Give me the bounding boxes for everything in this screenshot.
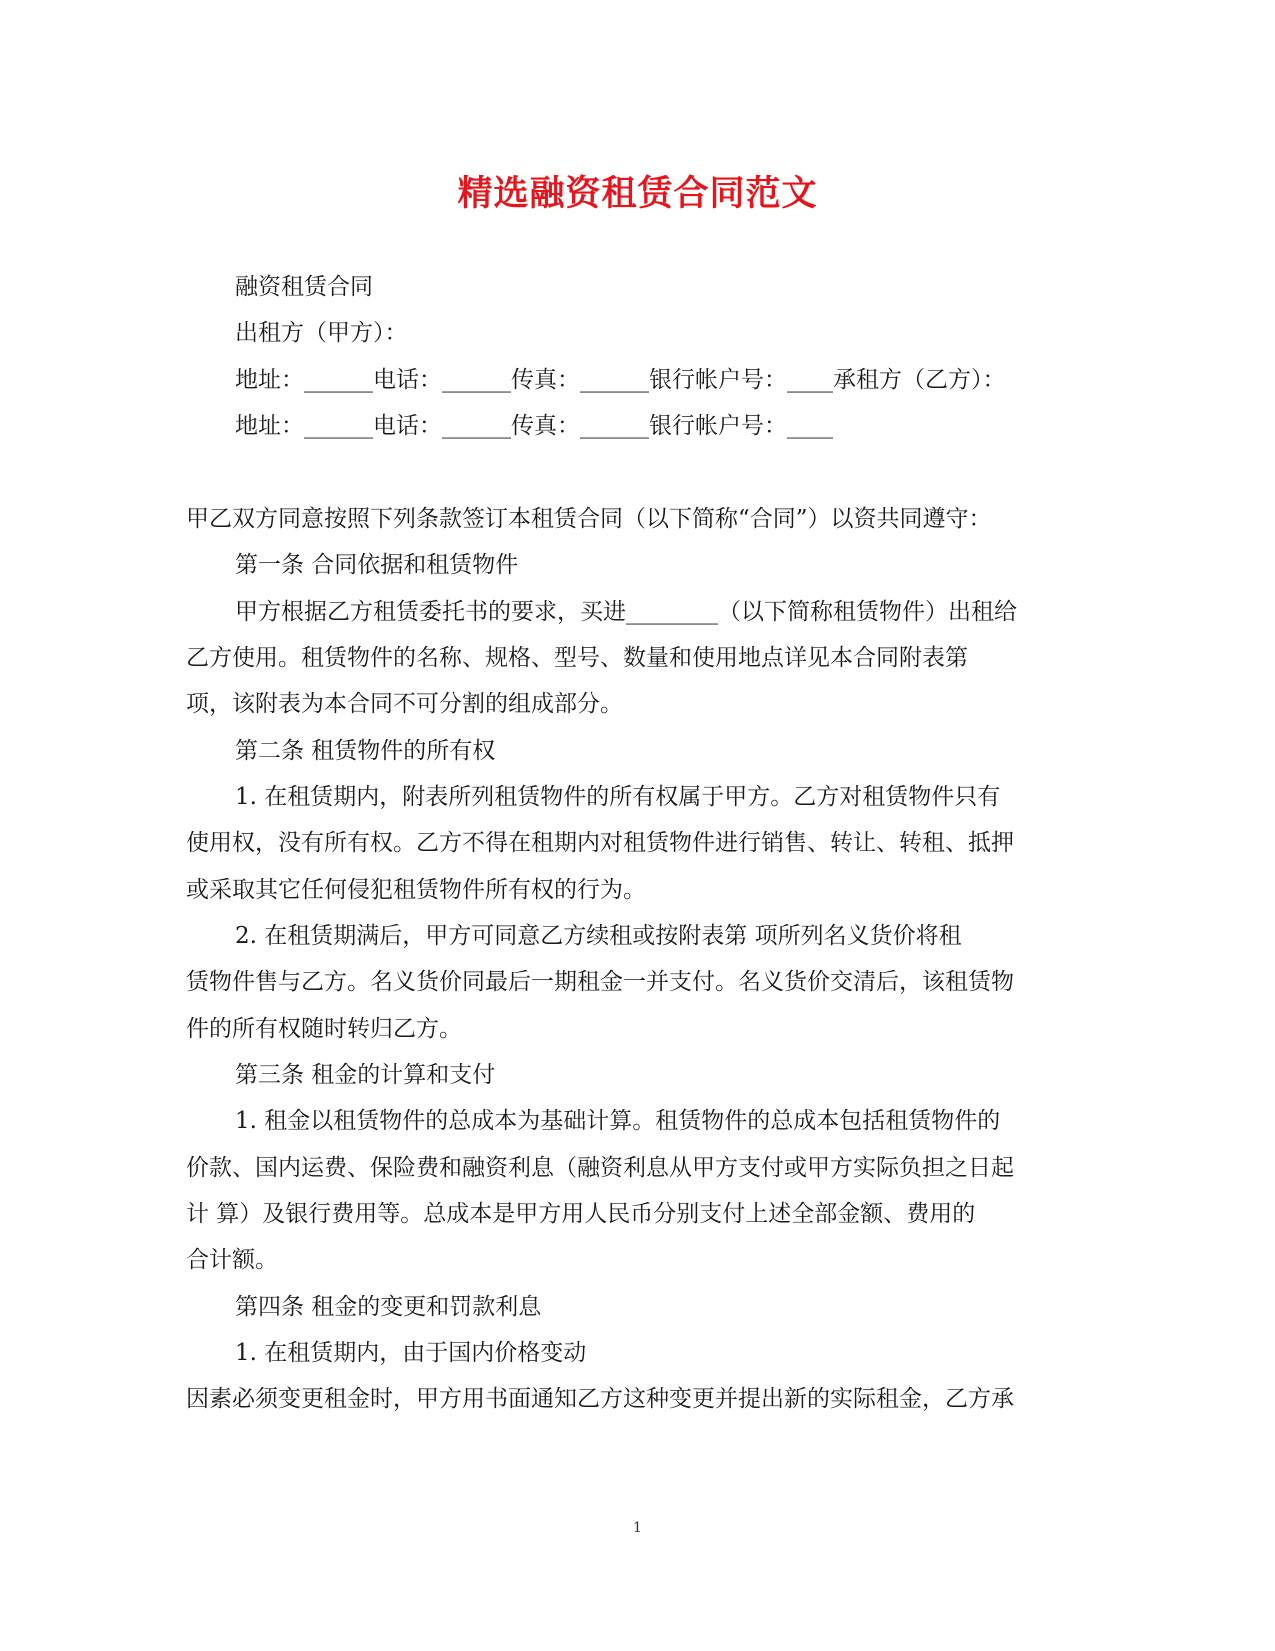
paragraph-line: 因素必须变更租金时，甲方用书面通知乙方这种变更并提出新的实际租金，乙方承 [186, 1386, 1014, 1412]
paragraph-line: 赁物件售与乙方。名义货价同最后一期租金一并支付。名义货价交清后，该租赁物 [186, 969, 1014, 995]
paragraph-line: 合计额。 [186, 1247, 278, 1273]
article-3-heading: 第三条 租金的计算和支付 [235, 1062, 496, 1088]
article-4-heading: 第四条 租金的变更和罚款利息 [235, 1294, 542, 1320]
paragraph-line: 价款、国内运费、保险费和融资利息（融资利息从甲方支付或甲方实际负担之日起 [186, 1155, 1014, 1181]
paragraph-line: 乙方使用。租赁物件的名称、规格、型号、数量和使用地点详见本合同附表第 [186, 645, 968, 671]
paragraph-line: 或采取其它任何侵犯租赁物件所有权的行为。 [186, 877, 646, 903]
document-title: 精选融资租赁合同范文 [457, 173, 818, 214]
article-1-heading: 第一条 合同依据和租赁物件 [235, 552, 519, 578]
paragraph-line: 甲方根据乙方租赁委托书的要求，买进________（以下简称租赁物件）出租给 [235, 599, 1017, 625]
lessor-line: 出租方（甲方）： [235, 320, 408, 346]
article-2-heading: 第二条 租赁物件的所有权 [235, 738, 496, 764]
paragraph-line: 计 算）及银行费用等。总成本是甲方用人民币分别支付上述全部金额、费用的 [186, 1201, 976, 1227]
contract-heading: 融资租赁合同 [235, 274, 373, 300]
paragraph-line: 1. 在租赁期内，由于国内价格变动 [235, 1340, 587, 1366]
paragraph-line: 使用权，没有所有权。乙方不得在租期内对租赁物件进行销售、转让、转租、抵押 [186, 830, 1014, 856]
page-number: 1 [633, 1520, 642, 1536]
paragraph-line: 项，该附表为本合同不可分割的组成部分。 [186, 691, 623, 717]
paragraph-line: 2. 在租赁期满后，甲方可同意乙方续租或按附表第 项所列名义货价将租 [235, 923, 962, 949]
lessee-contact-line: 地址：______电话：______传真：______银行帐户号：____ [235, 413, 833, 439]
preamble-paragraph: 甲乙双方同意按照下列条款签订本租赁合同（以下简称“合同”）以资共同遵守： [186, 506, 992, 532]
paragraph-line: 1. 在租赁期内，附表所列租赁物件的所有权属于甲方。乙方对租赁物件只有 [235, 784, 1001, 810]
paragraph-line: 1. 租金以租赁物件的总成本为基础计算。租赁物件的总成本包括租赁物件的 [235, 1108, 1001, 1134]
lessor-contact-line: 地址：______电话：______传真：______银行帐户号：____承租方（乙方）： [235, 367, 1006, 393]
paragraph-line: 件的所有权随时转归乙方。 [186, 1016, 462, 1042]
